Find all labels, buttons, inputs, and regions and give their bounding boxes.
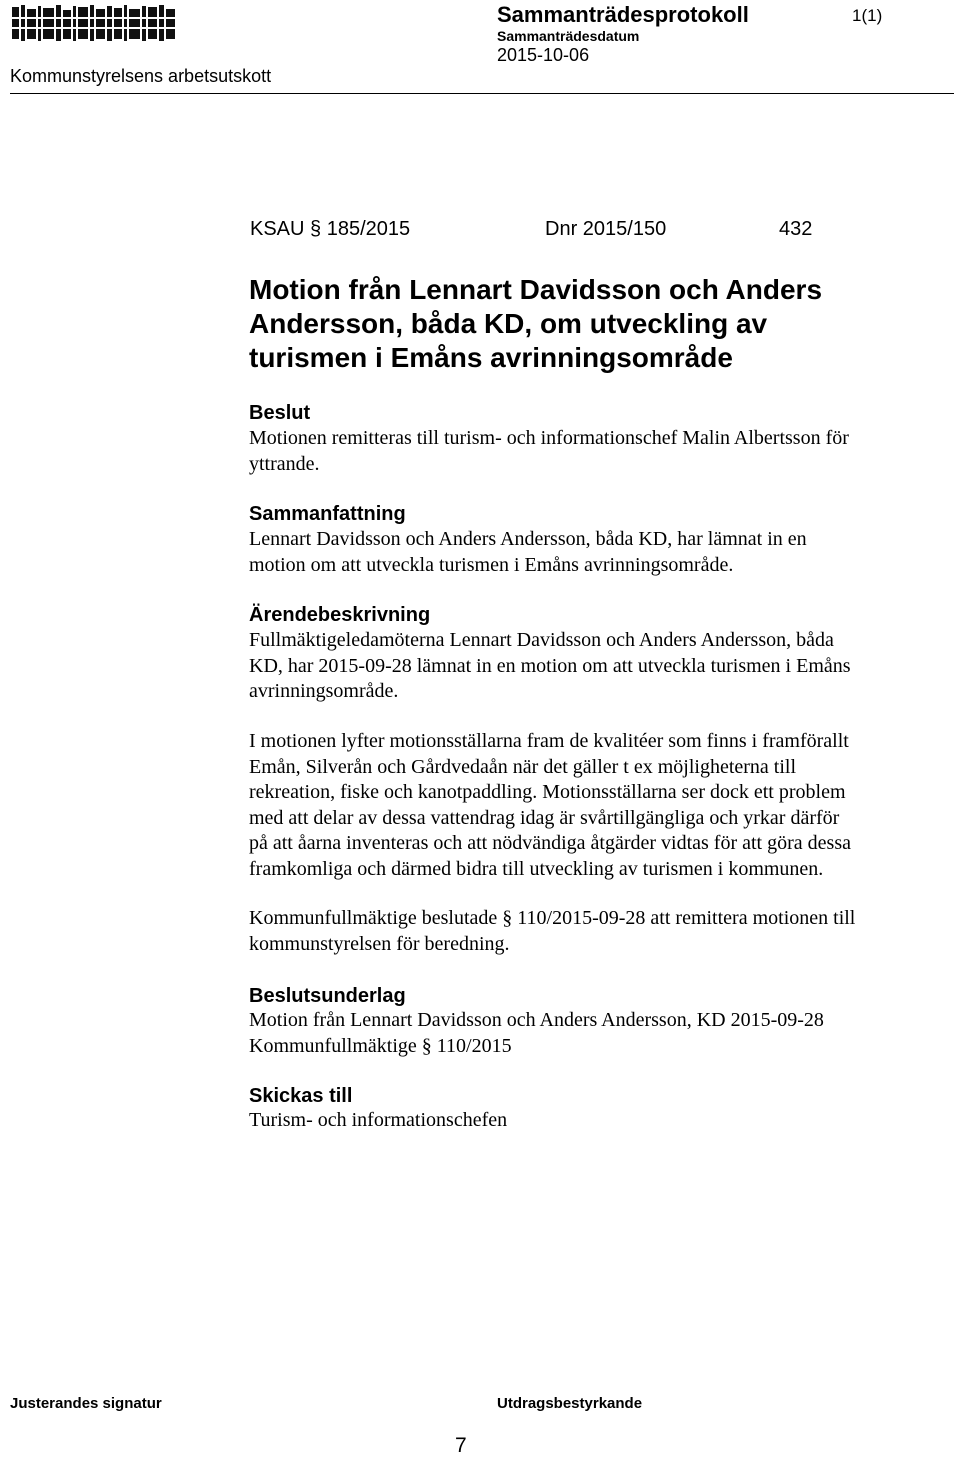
- title-line: Motion från Lennart Davidsson och Anders: [249, 274, 823, 305]
- beslutsunderlag-list: [249, 1008, 929, 1059]
- arendebeskrivning-paragraph-1: [249, 628, 929, 705]
- text-line: KD, har 2015-09-28 lämnat in en motion om att utveckla turismen i Emåns: [249, 654, 851, 677]
- beslut-text: [249, 426, 929, 477]
- document-title: Sammanträdesprotokoll: [497, 2, 749, 27]
- skickas-till-heading: Skickas till: [249, 1085, 353, 1107]
- beslut-heading: Beslut: [249, 402, 311, 424]
- text-line: framkomliga och därmed bidra till utveckling av turismen i kommunen.: [249, 857, 824, 880]
- title-line: Andersson, båda KD, om utveckling av: [249, 308, 768, 339]
- text-line: avrinningsområde.: [249, 680, 399, 702]
- text-line: yttrande.: [249, 452, 320, 475]
- text-line: Kommunfullmäktige beslutade § 110/2015-09-28 att remittera motionen till: [249, 907, 856, 929]
- paragraph-reference: KSAU § 185/2015: [250, 218, 411, 240]
- meeting-date: 2015-10-06: [497, 45, 590, 65]
- text-line: på att åarna inventeras och att nödvändiga åtgärder vidtas för att göra dessa: [249, 832, 851, 854]
- signature-label: Justerandes signatur: [10, 1395, 162, 1412]
- committee-name: Kommunstyrelsens arbetsutskott: [10, 66, 272, 86]
- text-line: Fullmäktigeledamöterna Lennart Davidsson och Anders Andersson, båda: [249, 629, 834, 651]
- skickas-till-list: [249, 1108, 929, 1134]
- arendebeskrivning-heading: Ärendebeskrivning: [249, 604, 431, 626]
- header-divider: [10, 93, 954, 94]
- page-counter: 1(1): [852, 6, 883, 25]
- list-item: Turism- och informationschefen: [249, 1109, 508, 1131]
- text-line: Lennart Davidsson och Anders Andersson, båda KD, har lämnat in en: [249, 528, 807, 550]
- municipality-logo: [10, 3, 178, 43]
- document-number: 432: [779, 218, 813, 240]
- text-line: rekreation, fiske och kanotpaddling. Motionsställarna ser dock ett problem: [249, 781, 846, 803]
- certification-label: Utdragsbestyrkande: [497, 1395, 643, 1412]
- beslutsunderlag-heading: Beslutsunderlag: [249, 985, 406, 1007]
- arendebeskrivning-paragraph-3: [249, 906, 929, 957]
- title-line: turismen i Emåns avrinningsområde: [249, 342, 733, 373]
- case-number: Dnr 2015/150: [545, 218, 667, 240]
- arendebeskrivning-paragraph-2: [249, 729, 929, 882]
- text-line: med att delar av dessa vattendrag idag är svårtillgängliga och yrkar därför: [249, 806, 840, 829]
- sammanfattning-heading: Sammanfattning: [249, 503, 406, 525]
- text-line: motion om att utveckla turismen i Emåns avrinningsområde.: [249, 553, 734, 576]
- motion-title: [249, 273, 929, 375]
- list-item: Kommunfullmäktige § 110/2015: [249, 1034, 512, 1057]
- list-item: Motion från Lennart Davidsson och Anders Andersson, KD 2015-09-28: [249, 1009, 824, 1031]
- sammanfattning-text: [249, 527, 929, 578]
- text-line: kommunstyrelsen för beredning.: [249, 932, 510, 955]
- text-line: Emån, Silverån och Gårdvedaån när det gäller t ex möjligheterna till: [249, 755, 797, 778]
- text-line: I motionen lyfter motionsställarna fram de kvalitéer som finns i framförallt: [249, 730, 849, 752]
- text-line: Motionen remitteras till turism- och informationschef Malin Albertsson för: [249, 427, 849, 449]
- meeting-date-label: Sammanträdesdatum: [497, 28, 640, 44]
- page-number: 7: [455, 1434, 467, 1457]
